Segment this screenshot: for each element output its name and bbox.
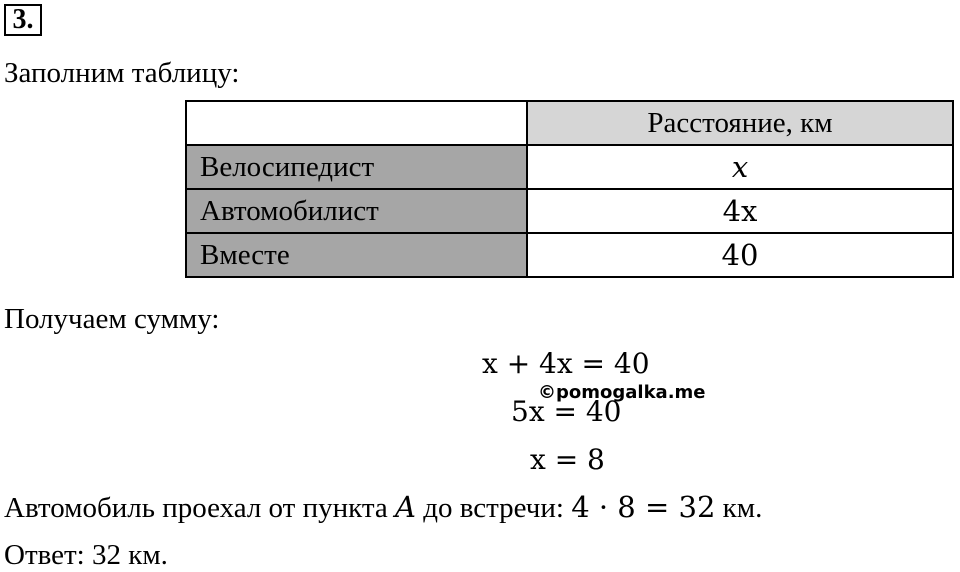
row-value: x — [527, 145, 953, 189]
table-row — [186, 189, 953, 233]
equation-1: x + 4x = 40 — [482, 347, 650, 380]
conclusion-math: 4 · 8 = 32 — [571, 490, 716, 524]
data-table — [185, 100, 954, 278]
watermark: ©pomogalka.me — [538, 382, 706, 403]
row-value: 40 — [527, 233, 953, 277]
conclusion-text: Автомобиль проехал от пункта A до встречи: 4 · 8 = 32 км. — [4, 490, 763, 524]
problem-number: 3. — [4, 4, 42, 36]
point-label: A — [395, 490, 416, 524]
intro-text: Заполним таблицу: — [4, 57, 240, 89]
answer-text: Ответ: 32 км. — [4, 539, 168, 571]
table-header-distance: Расстояние, км — [527, 101, 953, 145]
row-label: Вместе — [186, 233, 527, 277]
row-label: Автомобилист — [186, 189, 527, 233]
equation-2: 5x = 40 — [511, 395, 622, 428]
sum-text: Получаем сумму: — [4, 303, 220, 335]
table-corner-cell — [186, 101, 527, 145]
row-value: 4x — [527, 189, 953, 233]
table-row — [186, 233, 953, 277]
table-row — [186, 145, 953, 189]
row-label: Велосипедист — [186, 145, 527, 189]
equation-3: x = 8 — [530, 443, 605, 476]
table-header-row — [186, 101, 953, 145]
